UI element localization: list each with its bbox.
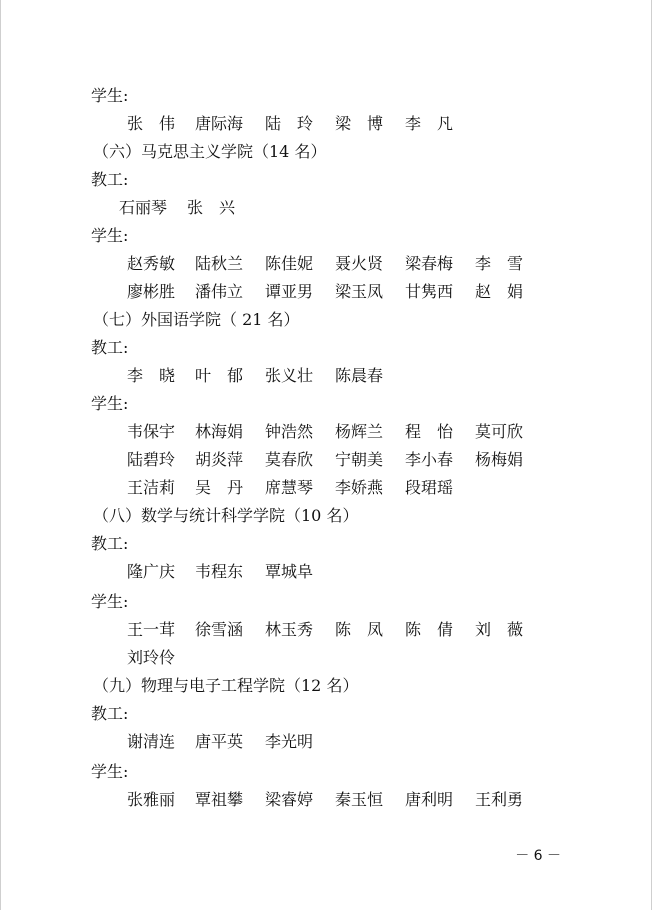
person-name: 隆广庆 [127, 562, 176, 581]
person-name: 陈佳妮 [265, 254, 314, 273]
person-name: 钟浩然 [265, 422, 314, 441]
person-name: 王一茸 [127, 620, 176, 639]
person-name: 赵 娟 [475, 282, 524, 301]
person-name: 覃祖攀 [195, 790, 244, 809]
person-name: 席慧琴 [265, 478, 314, 497]
person-name: 谭亚男 [265, 282, 314, 301]
label-staff: 教工: [91, 704, 129, 723]
person-name: 潘伟立 [195, 282, 244, 301]
person-name: 陈 倩 [405, 620, 454, 639]
person-name: 秦玉恒 [335, 790, 384, 809]
person-name: 韦保宇 [127, 422, 176, 441]
person-name: 莫春欣 [265, 450, 314, 469]
person-name: 宁朝美 [335, 450, 384, 469]
person-name: 林海娟 [195, 422, 244, 441]
person-name: 石丽琴 [119, 198, 168, 217]
label-staff: 教工: [91, 338, 129, 357]
section-heading: （八）数学与统计科学学院（10 名） [93, 506, 359, 525]
person-name: 梁睿婷 [265, 790, 314, 809]
person-name: 唐利明 [405, 790, 454, 809]
person-name: 刘玲伶 [127, 648, 176, 667]
person-name: 王洁莉 [127, 478, 176, 497]
person-name: 李小春 [405, 450, 454, 469]
person-name: 张 伟 [127, 114, 176, 133]
person-name: 梁玉凤 [335, 282, 384, 301]
person-name: 杨梅娟 [475, 450, 524, 469]
person-name: 唐平英 [195, 732, 244, 751]
person-name: 吴 丹 [195, 478, 244, 497]
person-name: 廖彬胜 [127, 282, 176, 301]
label-student: 学生: [91, 762, 129, 781]
person-name: 张义壮 [265, 366, 314, 385]
person-name: 韦程东 [195, 562, 244, 581]
person-name: 王利勇 [475, 790, 524, 809]
section-heading: （六）马克思主义学院（14 名） [93, 142, 327, 161]
person-name: 段珺瑶 [405, 478, 454, 497]
person-name: 程 怡 [405, 422, 454, 441]
page-number: － 6 － [515, 848, 561, 864]
person-name: 胡炎萍 [195, 450, 244, 469]
section-heading: （九）物理与电子工程学院（12 名） [93, 676, 359, 695]
person-name: 叶 郁 [195, 366, 244, 385]
person-name: 莫可欣 [475, 422, 524, 441]
person-name: 张雅丽 [127, 790, 176, 809]
person-name: 覃城阜 [265, 562, 314, 581]
person-name: 陈 凤 [335, 620, 384, 639]
person-name: 赵秀敏 [127, 254, 176, 273]
person-name: 刘 薇 [475, 620, 524, 639]
label-student: 学生: [91, 394, 129, 413]
label-student: 学生: [91, 592, 129, 611]
label-staff: 教工: [91, 534, 129, 553]
label-staff: 教工: [91, 170, 129, 189]
person-name: 林玉秀 [265, 620, 314, 639]
person-name: 张 兴 [187, 198, 236, 217]
person-name: 聂火贤 [335, 254, 384, 273]
person-name: 甘隽西 [405, 282, 454, 301]
label-student: 学生: [91, 226, 129, 245]
person-name: 李光明 [265, 732, 314, 751]
person-name: 徐雪涵 [195, 620, 244, 639]
person-name: 唐际海 [195, 114, 244, 133]
person-name: 陆碧玲 [127, 450, 176, 469]
section-heading: （七）外国语学院（ 21 名） [93, 310, 300, 329]
person-name: 陆 玲 [265, 114, 314, 133]
label-student: 学生: [91, 86, 129, 105]
person-name: 杨辉兰 [335, 422, 384, 441]
person-name: 李 晓 [127, 366, 176, 385]
person-name: 陈晨春 [335, 366, 384, 385]
person-name: 李 凡 [405, 114, 454, 133]
person-name: 李 雪 [475, 254, 524, 273]
person-name: 李娇燕 [335, 478, 384, 497]
person-name: 梁春梅 [405, 254, 454, 273]
person-name: 梁 博 [335, 114, 384, 133]
person-name: 陆秋兰 [195, 254, 244, 273]
person-name: 谢清连 [127, 732, 176, 751]
